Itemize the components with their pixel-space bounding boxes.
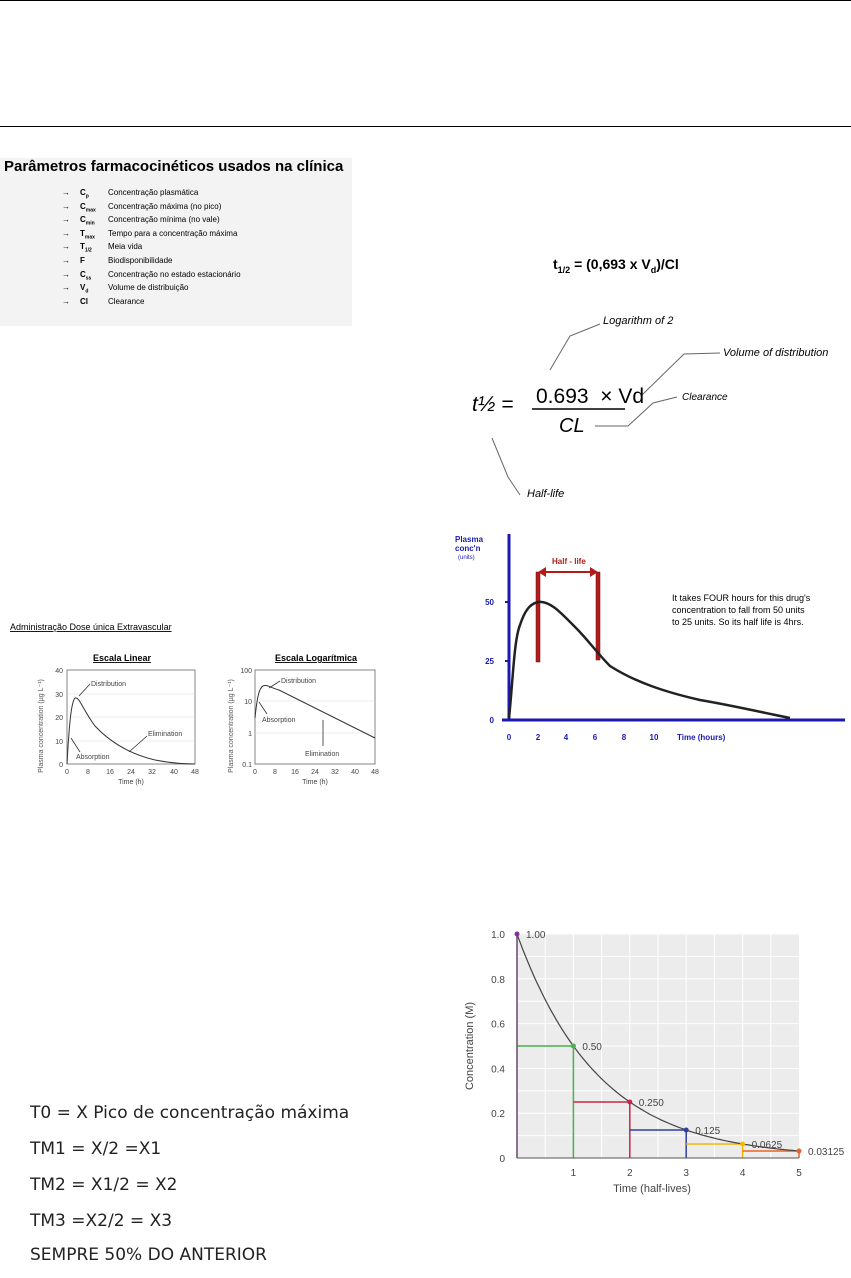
log-ytick: 1 (248, 731, 252, 738)
decay-point-label: 0.03125 (808, 1147, 845, 1158)
linear-title: Escala Linear (93, 653, 152, 663)
params-panel (0, 158, 352, 326)
log-xtick: 8 (273, 769, 277, 776)
param-symbol: $C_p$ (80, 188, 89, 200)
param-symbol: Cl (80, 296, 88, 306)
param-row (62, 281, 189, 294)
param-row (62, 213, 220, 226)
param-row (62, 186, 198, 199)
halflife-bracket-label: Half - life (552, 557, 586, 566)
halflife-xtick-label: 4 (563, 733, 569, 742)
linear-xtick: 24 (127, 769, 135, 776)
param-description: Tempo para a concentração máxima (108, 228, 238, 238)
linear-ytick: 40 (55, 668, 63, 675)
param-symbol: $T_{max}$ (80, 228, 95, 241)
linear-ylabel: Plasma concentration (µg L⁻¹) (38, 679, 45, 773)
log-ann-arrow-2 (259, 702, 267, 714)
halflife-ylabel-2: conc'n (455, 544, 481, 553)
param-row (62, 227, 237, 240)
log-xtick: 24 (311, 769, 319, 776)
linear-xtick: 16 (106, 769, 114, 776)
param-description: Concentração no estado estacionário (108, 269, 241, 279)
param-description: Concentração mínima (no vale) (108, 215, 220, 225)
param-row (62, 295, 144, 308)
param-row (62, 200, 221, 213)
linear-ytick: 30 (55, 692, 63, 699)
decay-xtick-label: 1 (570, 1168, 577, 1179)
log-ylabel: Plasma concentration (µg L⁻¹) (228, 679, 235, 773)
halflife-ylabel-3: (units) (458, 555, 475, 561)
param-symbol: $C_{min}$ (80, 215, 95, 227)
linear-ytick: 20 (55, 715, 63, 722)
halflife-bracket-right (596, 572, 600, 660)
linear-plot (38, 668, 199, 786)
decay-line: TM1 = X/2 =X1 (30, 1139, 162, 1159)
arrow-icon: → (62, 215, 70, 225)
halflife-xtick-label: 6 (592, 733, 598, 742)
decay-xlabel: Time (half-lives) (613, 1183, 691, 1195)
log-ytick: 10 (244, 699, 252, 706)
decay-point-label: 0.250 (638, 1098, 664, 1109)
label-cl: Clearance (682, 392, 728, 403)
arrow-icon: → (62, 242, 70, 252)
leader-log2 (550, 324, 600, 370)
log-ann-arrow-1 (269, 681, 280, 688)
linear-xtick: 8 (86, 769, 90, 776)
halflife-note-1: It takes FOUR hours for this drug's (672, 593, 811, 603)
halflife-ylabel-1: Plasma (455, 535, 484, 544)
admin-panel (5, 618, 385, 798)
formula-denominator: CL (559, 415, 585, 437)
decay-ytick-label: 0.4 (491, 1064, 505, 1076)
decay-ytick-label: 0.6 (491, 1019, 505, 1031)
halflife-xtick-label: 2 (535, 733, 541, 742)
halflife-note-2: concentration to fall from 50 units (672, 605, 805, 615)
label-half-life: Half-life (527, 488, 565, 500)
arrow-icon: → (62, 256, 70, 265)
log-xtick: 0 (253, 769, 257, 776)
log-ann-distribution: Distribution (281, 678, 317, 685)
arrow-icon: → (62, 296, 70, 306)
param-symbol: $C_{max}$ (80, 201, 96, 214)
linear-xtick: 40 (170, 769, 178, 776)
label-vd: Volume of distribution (723, 347, 829, 359)
log-xtick: 48 (371, 769, 379, 776)
log-curve (255, 685, 375, 738)
log-ann-elimination: Elimination (305, 751, 340, 758)
log-xtick: 40 (351, 769, 359, 776)
arrow-icon: → (62, 228, 70, 238)
decay-point-label: 0.125 (695, 1126, 721, 1137)
decay-ytick-label: 0 (499, 1154, 505, 1165)
halflife-xtick-label: 10 (649, 733, 659, 742)
log-xtick: 16 (291, 769, 299, 776)
halflife-ytick-label: 50 (485, 598, 494, 607)
decay-point-label: 0.50 (582, 1042, 602, 1053)
top-rule (0, 0, 851, 1)
param-symbol: F (80, 256, 85, 265)
decay-point (627, 1100, 632, 1105)
decay-point (515, 932, 520, 937)
decay-chart (455, 918, 851, 1218)
formula-annotated (470, 305, 851, 505)
param-description: Meia vida (108, 242, 143, 252)
param-description: Concentração plasmática (108, 188, 199, 197)
param-description: Biodisponibilidade (108, 256, 173, 265)
param-row (62, 240, 142, 253)
section-rule (0, 126, 851, 127)
param-description: Volume de distribuição (108, 283, 189, 293)
decay-point (740, 1142, 745, 1147)
linear-ann-distribution: Distribution (91, 681, 127, 688)
linear-ann-arrow-2 (71, 738, 80, 752)
decay-point (797, 1149, 802, 1154)
log-plot (228, 668, 379, 786)
log-xlabel: Time (h) (302, 779, 328, 786)
decay-point (571, 1044, 576, 1049)
param-description: Clearance (108, 296, 145, 306)
param-symbol: $C_{ss}$ (80, 269, 92, 282)
arrow-icon: → (62, 201, 70, 211)
label-log2: Logarithm of 2 (603, 315, 674, 327)
halflife-chart (450, 530, 851, 750)
linear-xtick: 32 (148, 769, 156, 776)
decay-line: TM3 =X2/2 = X3 (30, 1211, 173, 1231)
decay-point-label: 1.00 (526, 930, 546, 941)
param-row (62, 268, 241, 281)
param-row (62, 254, 173, 267)
decay-point (684, 1128, 689, 1133)
formula-lhs: t½ = (472, 393, 514, 416)
formula-numerator: 0.693 × Vd (536, 385, 645, 408)
decay-xtick-label: 5 (796, 1168, 802, 1179)
halflife-xtick-label: 8 (621, 733, 627, 742)
formula-simple: $t_{1/2} = (0,693$ x $V_d)/Cl$ (553, 256, 679, 275)
halflife-xlabel: Time (hours) (677, 733, 726, 742)
halflife-bracket-left (536, 572, 540, 662)
arrow-icon: → (62, 188, 70, 197)
linear-xlabel: Time (h) (118, 779, 144, 786)
arrow-icon: → (62, 269, 70, 279)
halflife-ytick-label: 0 (489, 716, 494, 725)
decay-line: TM2 = X1/2 = X2 (30, 1175, 178, 1195)
log-title: Escala Logarítmica (275, 653, 358, 663)
decay-line: SEMPRE 50% DO ANTERIOR (30, 1245, 267, 1265)
linear-ann-elimination: Elimination (148, 731, 183, 738)
halflife-note-3: to 25 units. So its half life is 4hrs. (672, 617, 804, 627)
log-ytick: 0.1 (242, 762, 252, 769)
decay-xtick-label: 4 (739, 1168, 746, 1179)
decay-point-label: 0.0625 (751, 1140, 783, 1151)
decay-ytick-label: 0.2 (491, 1109, 505, 1121)
decay-xtick-label: 3 (683, 1168, 689, 1179)
arrow-icon: → (62, 283, 70, 293)
decay-ytick-label: 1.0 (491, 930, 505, 941)
param-description: Concentração máxima (no pico) (108, 201, 222, 211)
decay-ylabel: Concentration (M) (464, 1001, 476, 1091)
decay-xtick-label: 2 (627, 1168, 633, 1179)
log-ann-absorption: Absorption (262, 717, 296, 724)
halflife-ytick-label: 25 (485, 657, 494, 666)
leader-half-life (492, 438, 520, 495)
param-symbol: $T_{1/2}$ (80, 242, 92, 254)
linear-ytick: 10 (55, 739, 63, 746)
decay-ytick-label: 0.8 (491, 974, 505, 986)
halflife-xtick-label: 0 (506, 733, 512, 742)
linear-ytick: 0 (59, 762, 63, 769)
params-title: Parâmetros farmacocinéticos usados na clínica (4, 158, 344, 175)
linear-xtick: 48 (191, 769, 199, 776)
linear-ann-absorption: Absorption (76, 754, 110, 761)
log-xtick: 32 (331, 769, 339, 776)
log-ytick: 100 (240, 668, 252, 675)
admin-title: Administração Dose única Extravascular (10, 622, 172, 632)
param-symbol: $V_d$ (80, 283, 89, 295)
linear-xtick: 0 (65, 769, 69, 776)
linear-ann-arrow-3 (129, 736, 147, 752)
leader-vd (642, 353, 720, 395)
decay-line: T0 = X Pico de concentração máxima (30, 1103, 350, 1123)
